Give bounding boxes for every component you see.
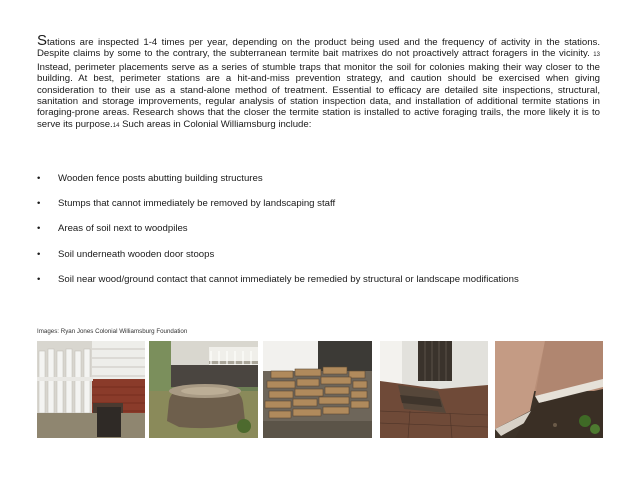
bullet-icon: • — [37, 173, 41, 184]
list-item: • Wooden fence posts abutting building structures — [37, 173, 263, 184]
list-item: • Areas of soil next to woodpiles — [37, 223, 188, 235]
photo-ground-contact — [495, 341, 603, 438]
bullet-icon: • — [37, 248, 41, 260]
photo-fence-post — [37, 341, 145, 438]
list-item: • Soil near wood/ground contact that cannot immediately be remedied by structural or landscape modifications — [37, 273, 519, 285]
photo-woodpile — [263, 341, 372, 438]
paragraph-part-1: tations are inspected 1-4 times per year, depending on the product being used and the frequency of activity in the stations. Despite claims by some to the contrary, the subterranean termite bait matrixes do not proactively attract foragers in the vicinity. — [37, 37, 600, 60]
footnote-13: 13 — [593, 52, 600, 59]
paragraph-part-2: Instead, perimeter placements serve as a series of stumble traps that monitor the soil for colonies making their way closer to the building. At best, perimeter stations are a hit-and-miss prevention strategy, and caution should be exercised when giving consideration to their use as a stand-alone method of treatment. Essential to efficacy are detailed site inspections, structural, sanitation and storage improvements, regular analysis of station inspection data, and installation of additional termite stations in foraging-prone areas. Research shows that the closer the termite station is installed to active foraging trails, the more likely it is to serve its purpose. — [37, 61, 600, 130]
location-list — [37, 173, 607, 299]
photo-door-stoop — [380, 341, 488, 438]
list-item: • Stumps that cannot immediately be removed by landscaping staff — [37, 198, 336, 210]
bullet-icon: • — [37, 273, 41, 285]
footnote-14: 14 — [112, 122, 120, 129]
list-item: • Soil underneath wooden door stoops — [37, 248, 215, 260]
image-credit-caption: Images: Ryan Jones Colonial Williamsburg Foundation — [37, 328, 188, 335]
paragraph-part-3: Such areas in Colonial Williamsburg include: — [119, 118, 312, 130]
bullet-icon: • — [37, 198, 41, 210]
photo-stump — [149, 341, 258, 438]
intro-paragraph — [37, 32, 600, 132]
bullet-icon: • — [37, 223, 41, 235]
drop-letter: S — [37, 32, 48, 49]
